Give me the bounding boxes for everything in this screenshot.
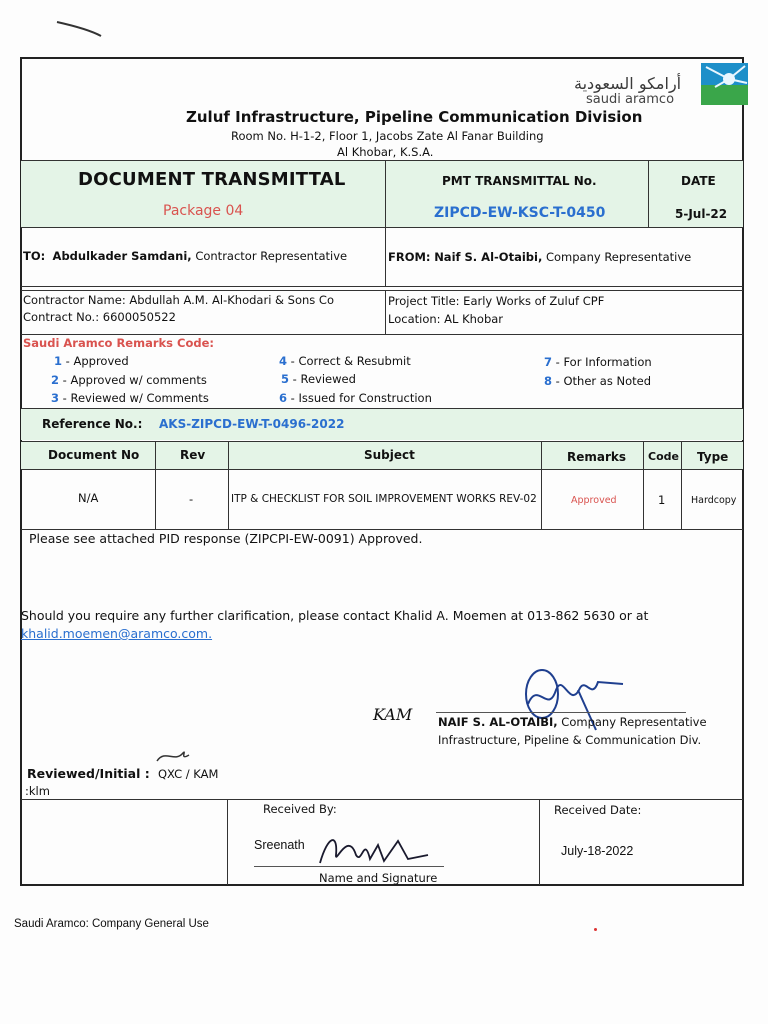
reference-label: Reference No.: <box>42 417 143 431</box>
col-header-type: Type <box>697 450 729 464</box>
to-name: Abdulkader Samdani, <box>52 249 192 263</box>
received-by-name: Sreenath <box>254 838 305 852</box>
to-label: TO: <box>23 249 46 263</box>
cell-rev: - <box>189 492 194 506</box>
remarks-code-heading: Saudi Aramco Remarks Code: <box>23 336 214 350</box>
contractor-name: Contractor Name: Abdullah A.M. Al-Khodari & Sons Co <box>23 293 334 307</box>
logo-latin: saudi aramco <box>586 92 675 107</box>
attachment-note: Please see attached PID response (ZIPCPI-EW-0091) Approved. <box>29 531 423 546</box>
to-line <box>23 249 347 263</box>
reference-number: AKS-ZIPCD-EW-T-0496-2022 <box>159 417 345 431</box>
col-header-subject: Subject <box>364 448 415 462</box>
remarks-code-6: 6 - Issued for Construction <box>279 391 432 405</box>
received-date-value: July-18-2022 <box>561 844 634 858</box>
receiver-signature <box>318 825 438 870</box>
address-line-1: Room No. H-1-2, Floor 1, Jacobs Zate Al Fanar Building <box>231 129 544 143</box>
logo-arabic: أرامكو السعودية <box>574 74 682 93</box>
initials: KAM <box>373 705 413 724</box>
contract-number: Contract No.: 6600050522 <box>23 310 176 324</box>
from-name: Naif S. Al-Otaibi, <box>434 250 543 264</box>
received-date-label: Received Date: <box>554 803 642 817</box>
remarks-code-3: 3 - Reviewed w/ Comments <box>51 391 209 405</box>
cell-doc-no: N/A <box>78 491 99 505</box>
cell-type: Hardcopy <box>691 495 737 506</box>
remarks-code-8: 8 - Other as Noted <box>544 374 652 388</box>
col-header-doc-no: Document No <box>48 448 140 462</box>
signer-line <box>438 715 707 729</box>
aramco-logo-icon <box>701 63 748 105</box>
col-header-code: Code <box>648 450 679 463</box>
date-label: DATE <box>681 174 716 188</box>
name-and-signature-label: Name and Signature <box>319 871 438 885</box>
received-by-label: Received By: <box>263 802 337 816</box>
from-label: FROM: <box>388 250 431 264</box>
pmt-transmittal-number: ZIPCD-EW-KSC-T-0450 <box>434 205 606 221</box>
red-dot <box>594 928 597 931</box>
signer-name: NAIF S. AL-OTAIBI, <box>438 715 558 729</box>
col-header-rev: Rev <box>180 448 206 462</box>
signer-role: Company Representative <box>557 715 707 729</box>
to-role: Contractor Representative <box>195 249 348 263</box>
clarification-text: Should you require any further clarification, please contact Khalid A. Moemen at 013-862 5630 or at <box>21 608 649 623</box>
project-title: Project Title: Early Works of Zuluf CPF <box>388 294 605 308</box>
org-title: Zuluf Infrastructure, Pipeline Communication Division <box>186 108 643 126</box>
project-location: Location: AL Khobar <box>388 312 504 326</box>
address-line-2: Al Khobar, K.S.A. <box>337 145 434 159</box>
remarks-code-5: 5 - Reviewed <box>281 372 356 386</box>
reviewed-value: QXC / KAM <box>158 767 219 781</box>
document-title: DOCUMENT TRANSMITTAL <box>78 169 346 190</box>
col-header-remarks: Remarks <box>567 450 627 464</box>
contact-email-link[interactable]: khalid.moemen@aramco.com. <box>21 626 213 641</box>
from-line <box>388 250 691 264</box>
package-label: Package 04 <box>163 203 244 219</box>
from-role: Company Representative <box>545 250 692 264</box>
remarks-code-1: 1 - Approved <box>54 354 129 368</box>
reviewed-label: Reviewed/Initial : <box>27 766 150 781</box>
date-value: 5-Jul-22 <box>675 207 728 221</box>
cell-remarks: Approved <box>571 495 617 506</box>
remarks-code-4: 4 - Correct & Resubmit <box>279 354 411 368</box>
remarks-code-2: 2 - Approved w/ comments <box>51 373 207 387</box>
cell-subject: ITP & CHECKLIST FOR SOIL IMPROVEMENT WORKS REV-02 <box>231 493 537 505</box>
cell-code: 1 <box>658 493 666 507</box>
remarks-code-7: 7 - For Information <box>544 355 652 369</box>
footer-classification: Saudi Aramco: Company General Use <box>14 918 209 930</box>
typist-initials: :klm <box>25 784 50 798</box>
pen-mark <box>55 18 105 40</box>
signer-department: Infrastructure, Pipeline & Communication Div. <box>438 733 702 747</box>
pmt-transmittal-label: PMT TRANSMITTAL No. <box>442 174 597 188</box>
review-initial-scribble <box>153 745 193 767</box>
